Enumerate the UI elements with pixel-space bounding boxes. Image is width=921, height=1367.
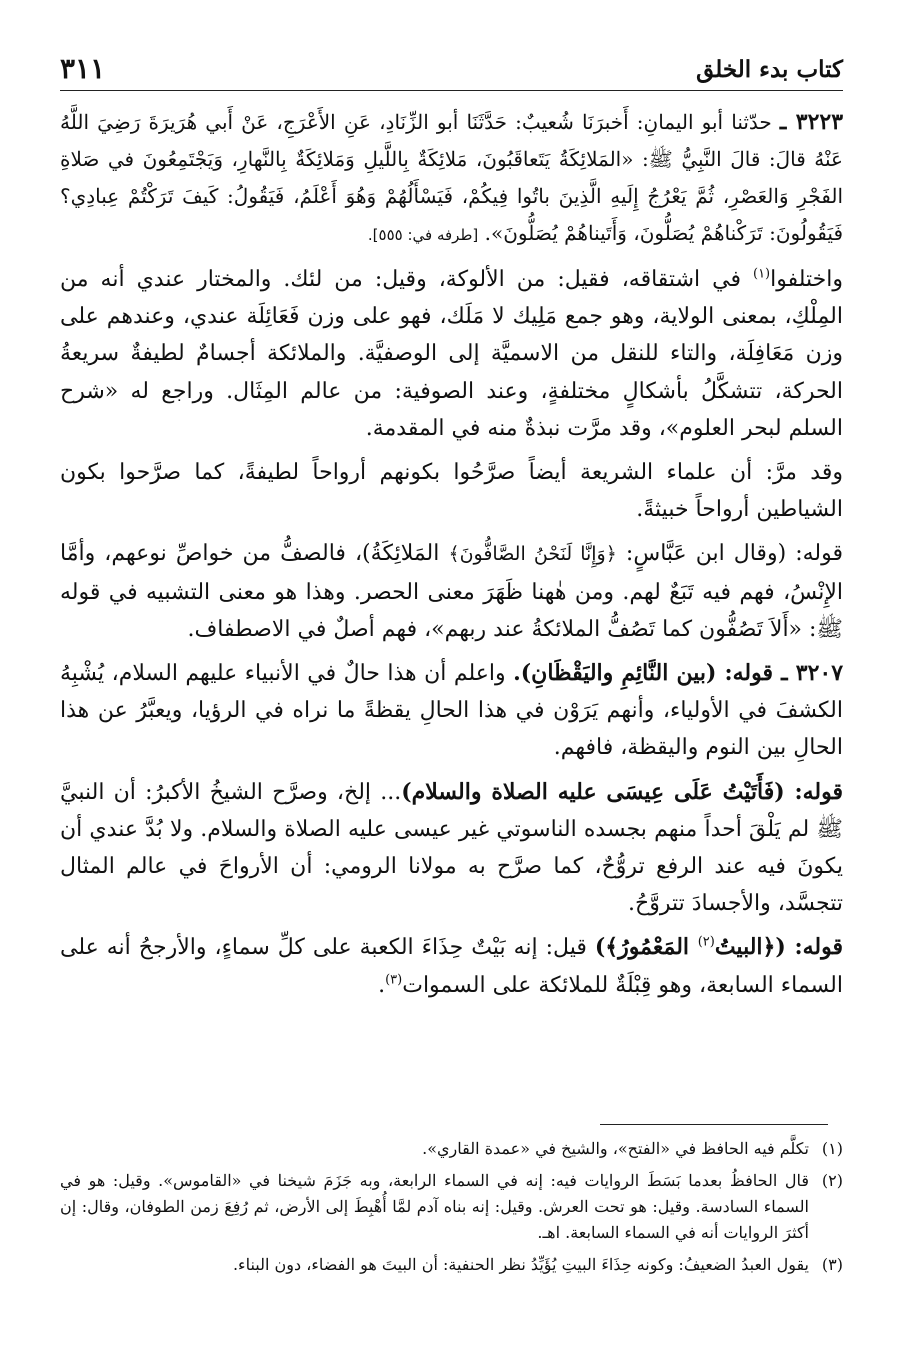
footnotes [60,1136,843,1284]
paragraph-text: قيل: إنه بَيْتٌ حِذَاءَ الكعبة على كلِّ سماءٍ، والأرجحُ أنه على السماء السابعة، وهو قِبْلَةٌ للملائكة على السموات [60,935,843,998]
main-text [60,104,843,1011]
running-title: كتاب بدء الخلق [696,56,843,83]
commentary-paragraph [60,774,843,923]
paragraph-text: وقد مرَّ: أن علماء الشريعة أيضاً صرَّحُوا بكونهم أرواحاً لطيفةً، كما صرَّحوا بكون الشياطين أرواحاً خبيثةً. [60,460,843,523]
paragraph-lead: واختلفوا [770,267,843,292]
paragraph-lead: ٣٢٠٧ ـ قوله: (بين النَّائِمِ واليَقْظَانِ). [513,660,844,687]
paragraph-lead: قوله: (وقال ابن عَبَّاسٍ: [616,541,844,567]
paragraph-text: المَلائِكَةُ)، فالصفُّ من خواصِّ نوعهم، وأمَّا الإِنْسُ، فهم فيه تَبَعٌ لهم. ومن هٰهنا ظَهَرَ معنى الحصر. وهذا هو معنى التشبيه في قوله ﷺ: «أَلاَ تَصُفُّون كما تَصُفُّ الملائكةُ عند ربهم»، فهم أصلٌ في الاصطفاف. [60,541,843,642]
footnote-number: (١) [821,1139,843,1158]
hadith-number: ٣٢٢٣ ـ [779,109,844,135]
footnote-text: قال الحافظُ بعدما بَسَطَ الروايات فيه: إنه في السماء الرابعة، وبه جَزَمَ شيخنا في «القاموس». وقيل: هو في السماء السادسة. وقيل: هو تحت العرش. وقيل: إنه بناه آدم لمَّا أُهْبِطَ إلى الأرض، ثم رُفِعَ زمن الطوفان، وقال: إن أكثرَ الروايات أنه في السماء السابعة. اهـ. [60,1171,809,1242]
footnote-number: (٣) [821,1255,843,1274]
paragraph-text: ... إلخ، وصرَّح الشيخُ الأكبرُ: أن النبيَّ ﷺ لم يَلْقَ أحداً منهم بجسده الناسوتي غير عيسى عليه الصلاة والسلام. ولا بُدَّ عندي أن يكونَ فيه عند الرفع تروُّحٌ، كما صرَّح به مولانا الرومي: أن الأرواحَ في عالم المثال تتجسَّد، والأجسادَ تتروَّحُ. [60,779,843,917]
footnote-marker: (١) [752,266,771,282]
footnote-marker: (٣) [385,972,403,988]
page-header [60,52,843,91]
commentary-paragraph [60,261,843,447]
footnote-number: (٢) [821,1171,843,1190]
footnote-marker: (٢) [697,935,715,951]
paragraph-text: واعلم أن هذا حالٌ في الأنبياء عليهم السلام، يُشْبِهُ الكشفَ في الأولياء، وأنهم يَرَوْن في هذا الحالِ يقظةً ما نراه في الرؤيا، ويعبَّرُ عن هذا الحالِ بين النوم واليقظة، فافهم. [60,661,843,761]
footnote [60,1136,843,1162]
hadith-reference: [طرفه في: ٥٥٥]. [367,226,479,244]
commentary-paragraph [60,655,843,767]
commentary-paragraph [60,535,843,648]
footnote-separator [600,1124,828,1125]
commentary-paragraph [60,929,843,1003]
hadith-paragraph [60,104,843,254]
paragraph-lead: قوله: (﴿البيتُ [714,934,843,961]
footnote [60,1168,843,1246]
footnote-text: يقول العبدُ الضعيفُ: وكونه حِذَاءَ البيتِ يُؤَيِّدُ نظر الحنفية: أن البيتَ هو الفضاء، دون البناء. [232,1255,809,1274]
footnote-text: تكلَّم فيه الحافظ في «الفتح»، والشيخ في «عمدة القاري». [422,1139,809,1158]
paragraph-tail: . [378,972,386,998]
paragraph-lead-continued: المَعْمُورُ﴾) [594,934,698,961]
hadith-text: حدّثنا أبو اليمانِ: أَخبرَنَا شُعيبٌ: حَدَّثَنَا أبو الزِّنَادِ، عَنِ الأَعْرَجِ، عَنْ أَبي هُرَيرَةَ رَضِيَ اللَّهُ عَنْهُ قالَ: قالَ النَّبِيُّ ﷺ: «المَلائِكَةُ يَتَعاقَبُونَ، مَلائِكَةٌ بِاللَّيلِ وَمَلائِكَةٌ بِالنَّهارِ، وَيَجْتَمِعُونَ في صَلاةِ الفَجْرِ وَالعَصْرِ، ثُمَّ يَعْرُجُ إِلَيهِ الَّذِينَ باتُوا فِيكُمْ، فَيَسْأَلُهُمْ وَهُوَ أَعْلَمُ، فَيَقُولُ: كَيفَ تَرَكْتُمْ عِبادِي؟ فَيَقُولُونَ: تَرَكْناهُمْ يُصَلُّونَ، وَأَتَيناهُمْ يُصَلُّونَ». [60,110,843,245]
commentary-paragraph [60,454,843,528]
quran-quote: ﴿وَإِنَّا لَنَحْنُ الصَّافُّونَ﴾ [448,543,617,566]
footnote [60,1252,843,1278]
paragraph-text: في اشتقاقه، فقيل: من الألوكة، وقيل: من لئك. والمختار عندي أنه من المِلْكِ، بمعنى الولاية، وهو جمع مَلِيك لا مَلَك، فهو على وزن فَعَائِلَة عندي، وعندهم على وزن مَعَافِلَة، والتاء للنقل من الاسميَّة إلى الوصفيَّة. والملائكة أجسامٌ لطيفةٌ سريعةُ الحركة، تتشكَّلُ بأشكالٍ مختلفةٍ، وعند الصوفية: من عالم المِثَال. وراجع له «شرح السلم لبحر العلوم»، وقد مرَّت نبذةٌ منه في المقدمة. [60,267,843,441]
page-number: ٣١١ [60,52,106,85]
paragraph-lead: قوله: (فَأَتَيْتُ عَلَى عِيسَى عليه الصلاة والسلام) [401,778,843,805]
